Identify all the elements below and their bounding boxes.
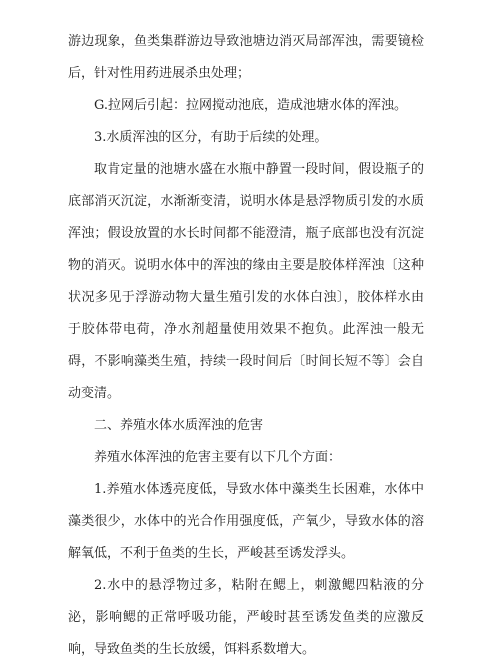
- paragraph-6: 养殖水体浑浊的危害主要有以下几个方面：: [94, 450, 342, 465]
- paragraph-7: 1.养殖水体透亮度低，导致水体中藻类生长困难，水体中藻类很少，水体中的光合作用强度低，产氧少，导致水体的溶解氧低，不利于鱼类的生长，严峻甚至诱发浮头。: [68, 482, 424, 561]
- paragraph-4: 取肯定量的池塘水盛在水瓶中静置一段时间，假设瓶子的底部消灭沉淀，水渐渐变清，说明水体是悬浮物质引发的水质浑浊；假设放置的水长时间都不能澄清，瓶子底部也没有沉淀物的消灭。说明水体中的浑浊的缘由主要是胶体样浑浊〔这种状况多见于浮游动物大量生殖引发的水体白浊〕，胶体样水由于胶体带电荷，净水剂超量使用效果不抱负。此浑浊一般无碍，不影响藻类生殖，持续一段时间后〔时间长短不等〕会自动变清。: [68, 162, 424, 401]
- paragraph-2: G.拉网后引起：拉网搅动池底，造成池塘水体的浑浊。: [94, 98, 408, 113]
- paragraph-3: 3.水质浑浊的区分，有助于后续的处理。: [94, 130, 328, 145]
- paragraph-1: 游边现象，鱼类集群游边导致池塘边消灭局部浑浊，需要镜检后，针对性用药进展杀虫处理；: [68, 34, 424, 81]
- section-heading: 二、养殖水体水质浑浊的危害: [94, 418, 264, 433]
- paragraph-8: 2.水中的悬浮物过多，粘附在鳃上，刺激鳃四粘液的分泌，影响鳃的正常呼吸功能，严峻时甚至诱发鱼类的应激反响，导致鱼类的生长放缓，饵料系数增大。: [68, 578, 424, 657]
